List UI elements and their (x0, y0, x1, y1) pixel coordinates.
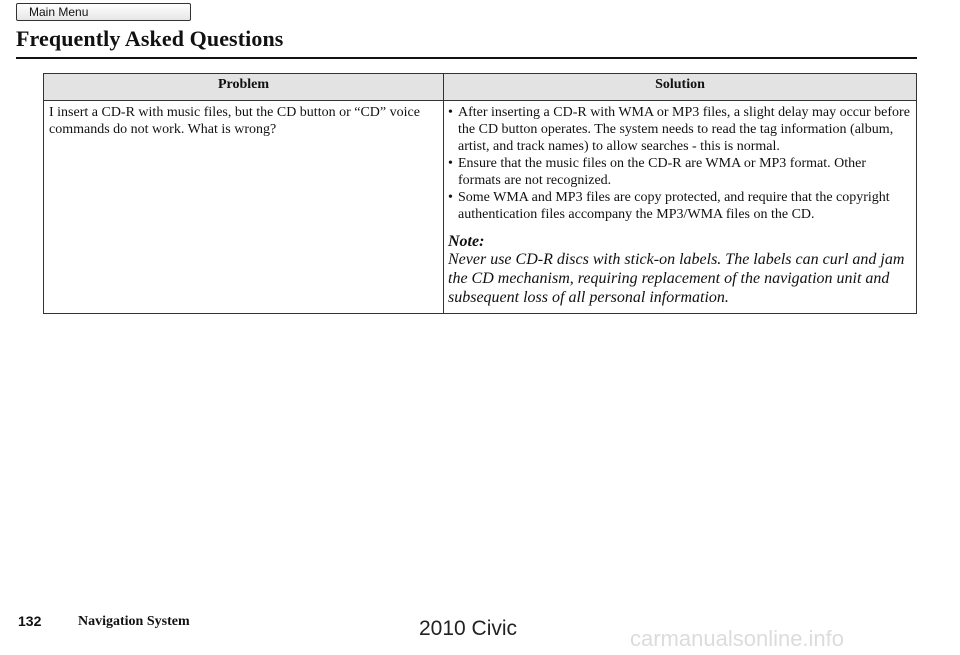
faq-table (43, 73, 917, 314)
footer-section-title: Navigation System (78, 614, 190, 629)
solution-cell (444, 101, 917, 314)
column-header-problem: Problem (44, 74, 444, 101)
bullet-icon: • (448, 190, 453, 205)
solution-text: Ensure that the music files on the CD-R are WMA or MP3 format. Other formats are not recognized. (458, 156, 866, 188)
table-header-row (44, 74, 917, 101)
solution-item (448, 189, 910, 223)
solution-item (448, 104, 910, 155)
problem-cell: I insert a CD-R with music files, but the CD button or “CD” voice commands do not work. What is wrong? (44, 101, 444, 314)
bullet-icon: • (448, 105, 453, 120)
site-watermark: carmanualsonline.info (630, 626, 845, 651)
solution-item (448, 155, 910, 189)
page-number: 132 (18, 613, 42, 629)
bullet-icon: • (448, 156, 453, 171)
solution-text: Some WMA and MP3 files are copy protected, and require that the copyright authentication files accompany the MP3/WMA files on the CD. (458, 190, 890, 222)
page-title: Frequently Asked Questions (16, 26, 284, 51)
title-divider (16, 57, 917, 59)
solution-list (448, 104, 910, 223)
note-heading: Note: (448, 233, 485, 250)
solution-text: After inserting a CD-R with WMA or MP3 files, a slight delay may occur before the CD button operates. The system needs to read the tag information (album, artist, and track names) to allow searches - this is normal. (458, 105, 910, 154)
note-text: Never use CD-R discs with stick-on labels. The labels can curl and jam the CD mechanism, requiring replacement of the navigation unit and subsequent loss of all personal information. (448, 251, 905, 306)
column-header-solution: Solution (444, 74, 917, 101)
main-menu-button[interactable]: Main Menu (16, 3, 191, 21)
watermark-text: 2010 Civic (419, 617, 518, 640)
table-row (44, 101, 917, 314)
